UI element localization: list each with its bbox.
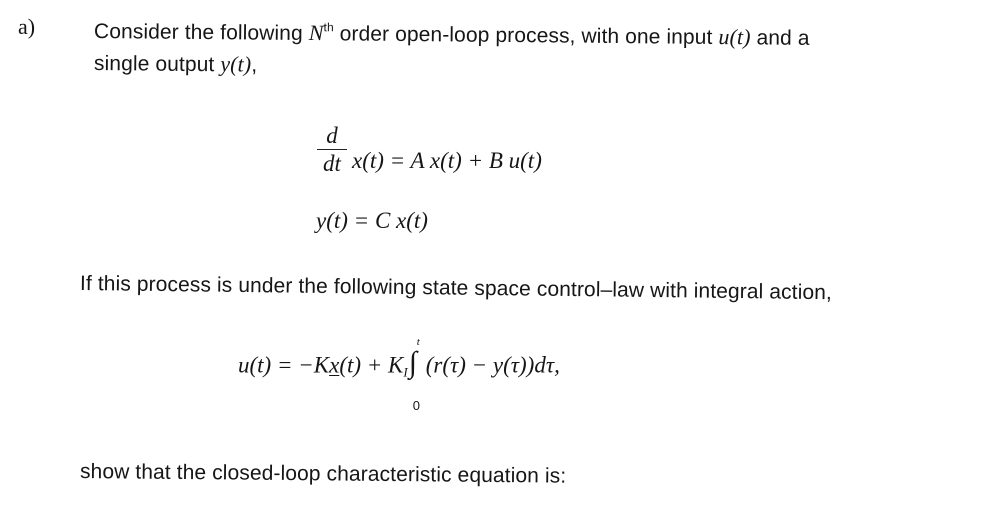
order-symbol: N	[308, 20, 324, 46]
intro-line-1	[94, 18, 810, 51]
integral-upper-limit: t	[416, 336, 420, 348]
intro-text-3: and a	[750, 26, 810, 50]
state-equation: x(t) = A x(t) + B u(t)	[352, 148, 542, 173]
state-vector-symbol: x	[329, 352, 340, 378]
derivative-fraction	[316, 124, 348, 175]
intro-text-1: Consider the following	[93, 20, 309, 46]
integral-lower-limit: 0	[412, 398, 420, 413]
integral-gain-subscript: I	[403, 364, 408, 380]
integral-symbol: ∫ t 0	[408, 336, 420, 413]
control-law-equation	[238, 336, 560, 413]
intro-text-2: order open-loop process, with one input	[333, 22, 719, 49]
output-symbol: y(t)	[220, 51, 252, 77]
intro-line-2	[94, 50, 257, 78]
order-superscript: th	[323, 20, 334, 35]
fraction-numerator: d	[326, 123, 338, 148]
fraction-denominator: dt	[323, 151, 341, 176]
control-law-lhs: u(t) = −K	[238, 352, 330, 378]
input-symbol: u(t)	[718, 23, 751, 50]
characteristic-equation-prompt: show that the closed-loop characteristic equation is:	[79, 460, 567, 488]
intro-text-5: ,	[251, 53, 258, 77]
output-equation: y(t) = C x(t)	[316, 208, 428, 233]
intro-text-4: single output	[93, 52, 221, 77]
question-label: a)	[18, 14, 36, 39]
control-law-integrand: (r(τ) − y(τ))dτ,	[425, 352, 560, 378]
control-law-intro: If this process is under the following state space control–law with integral action,	[79, 272, 833, 305]
control-law-middle: (t) + K	[339, 352, 404, 378]
